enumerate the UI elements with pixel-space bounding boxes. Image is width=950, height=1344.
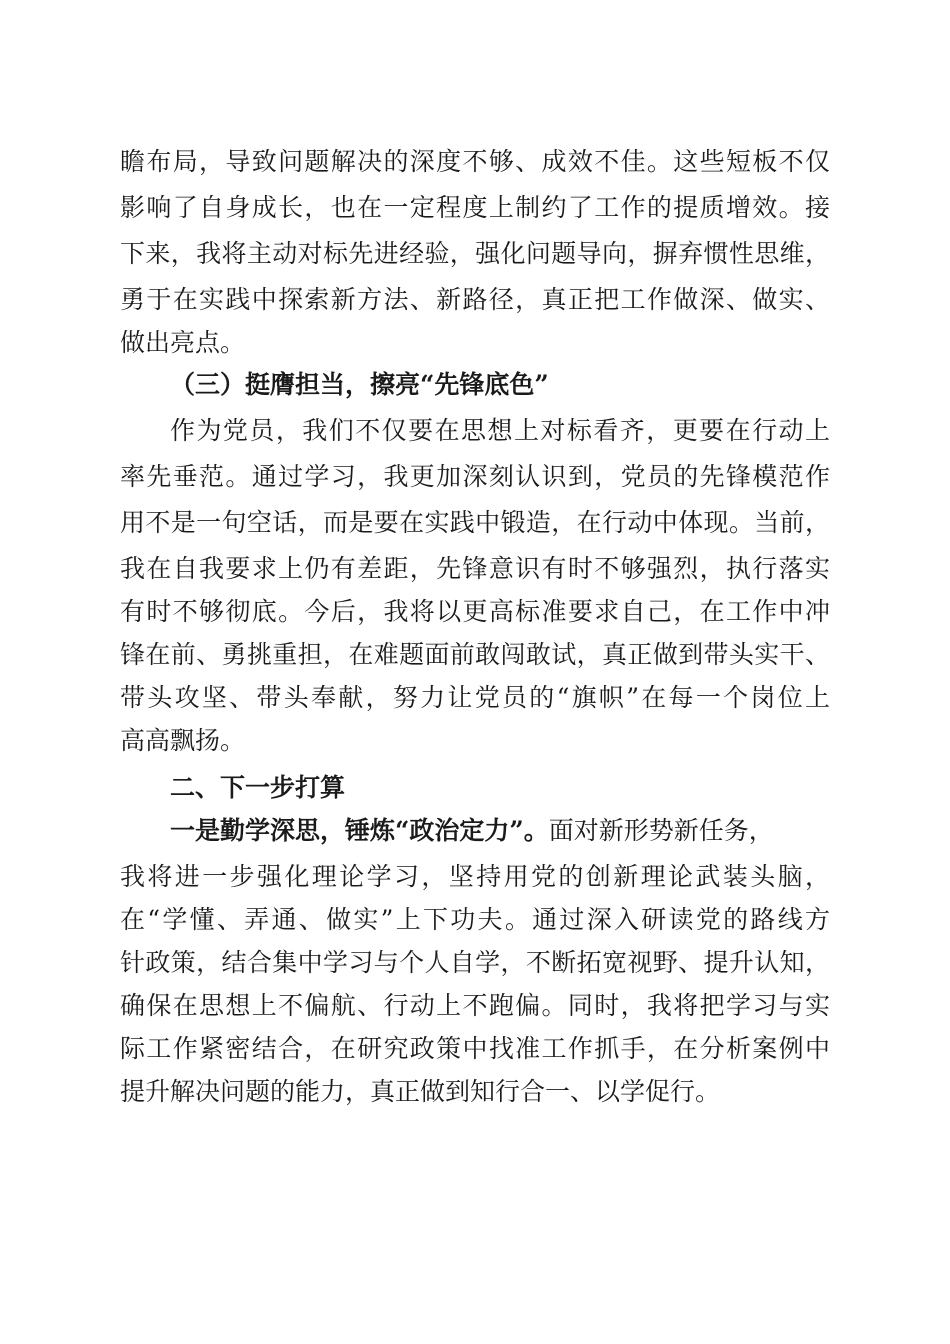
- paragraph-2-line-3: 用不是一句空话，而是要在实践中锻造，在行动中体现。当前，: [120, 508, 830, 537]
- paragraph-3-lead: 一是勤学深思，锤炼“政治定力”。: [170, 816, 549, 845]
- paragraph-3-line-1-rest: 面对新形势新任务，: [548, 816, 774, 845]
- section-heading-3: （三）挺膺担当，擦亮“先锋底色”: [170, 370, 549, 399]
- paragraph-2-line-4: 我在自我要求上仍有差距，先锋意识有时不够强烈，执行落实: [120, 554, 830, 583]
- paragraph-1-line-1: 瞻布局，导致问题解决的深度不够、成效不佳。这些短板不仅: [120, 147, 830, 176]
- paragraph-2-line-8: 高高飘扬。: [120, 726, 246, 755]
- paragraph-2-line-6: 锋在前、勇挑重担，在难题面前敢闯敢试，真正做到带头实干、: [120, 640, 830, 669]
- section-heading-2: 二、下一步打算: [170, 773, 346, 802]
- paragraph-2-line-5: 有时不够彻底。今后，我将以更高标准要求自己，在工作中冲: [120, 597, 830, 626]
- paragraph-3-line-2: 我将进一步强化理论学习，坚持用党的创新理论武装头脑，: [120, 862, 830, 891]
- paragraph-2-line-1: 作为党员，我们不仅要在思想上对标看齐，更要在行动上: [170, 416, 830, 445]
- paragraph-3-line-7: 提升解决问题的能力，真正做到知行合一、以学促行。: [120, 1077, 721, 1106]
- paragraph-1-line-3: 下来，我将主动对标先进经验，强化问题导向，摒弃惯性思维，: [120, 239, 830, 268]
- paragraph-2-line-7: 带头攻坚、带头奉献，努力让党员的“旗帜”在每一个岗位上: [120, 683, 830, 712]
- paragraph-2-line-2: 率先垂范。通过学习，我更加深刻认识到，党员的先锋模范作: [120, 462, 830, 491]
- paragraph-3-line-6: 际工作紧密结合，在研究政策中找准工作抓手，在分析案例中: [120, 1034, 830, 1063]
- paragraph-3-line-1: [170, 808, 830, 854]
- paragraph-1-line-5: 做出亮点。: [120, 328, 246, 357]
- paragraph-3-line-3: 在“学懂、弄通、做实”上下功夫。通过深入研读党的路线方: [120, 905, 830, 934]
- paragraph-1-line-2: 影响了自身成长，也在一定程度上制约了工作的提质增效。接: [120, 193, 830, 222]
- paragraph-1-line-4: 勇于在实践中探索新方法、新路径，真正把工作做深、做实、: [120, 285, 830, 314]
- paragraph-3-line-5: 确保在思想上不偏航、行动上不跑偏。同时，我将把学习与实: [120, 991, 830, 1020]
- paragraph-3-line-4: 针政策，结合集中学习与个人自学，不断拓宽视野、提升认知，: [120, 948, 830, 977]
